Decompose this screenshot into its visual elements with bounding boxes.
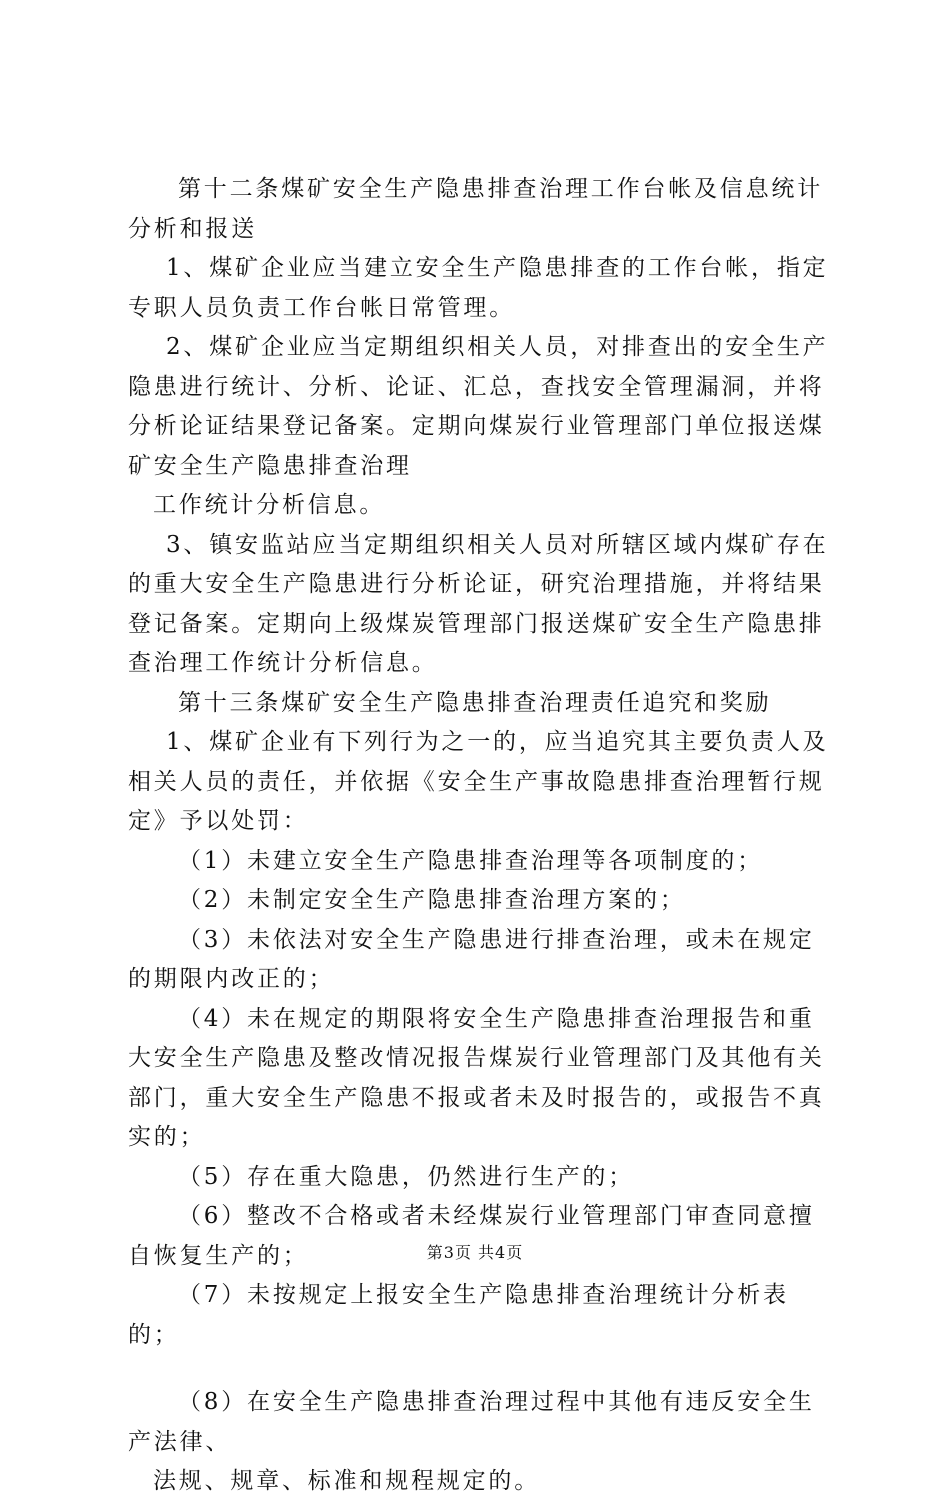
paragraph: 法规、规章、标准和规程规定的。 <box>153 1468 540 1494</box>
list-item: （2）未制定安全生产隐患排查治理方案的； <box>178 887 686 913</box>
article-13-heading: 第十三条煤矿安全生产隐患排查治理责任追究和奖励 <box>178 689 772 716</box>
list-item: （1）未建立安全生产隐患排查治理等各项制度的； <box>178 847 764 874</box>
blank-line <box>128 1355 830 1383</box>
list-item: （3）未依法对安全生产隐患进行排查治理，或未在规定的期限内改正的； <box>128 926 815 992</box>
list-item: （8）在安全生产隐患排查治理过程中其他有违反安全生产法律、 <box>128 1389 815 1455</box>
list-item: （4）未在规定的期限将安全生产隐患排查治理报告和重大安全生产隐患及整改情况报告煤炭行业管理部门及其他有关部门，重大安全生产隐患不报或者未及时报告的，或报告不真实的； <box>128 1005 825 1150</box>
document-body <box>128 170 830 1502</box>
list-item: （7）未按规定上报安全生产隐患排查治理统计分析表的； <box>128 1282 789 1348</box>
paragraph: 工作统计分析信息。 <box>153 492 386 518</box>
paragraph: 1、煤矿企业有下列行为之一的，应当追究其主要负责人及相关人员的责任，并依据《安全生产事故隐患排查治理暂行规定》予以处罚： <box>128 729 829 834</box>
paragraph: 2、煤矿企业应当定期组织相关人员，对排查出的安全生产隐患进行统计、分析、论证、汇总，查找安全管理漏洞，并将分析论证结果登记备案。定期向煤炭行业管理部门单位报送煤矿安全生产隐患排查治理 <box>128 334 829 479</box>
paragraph: 3、镇安监站应当定期组织相关人员对所辖区域内煤矿存在的重大安全生产隐患进行分析论证，研究治理措施，并将结果登记备案。定期向上级煤炭管理部门报送煤矿安全生产隐患排查治理工作统计分析信息。 <box>128 531 829 676</box>
list-item: （5）存在重大隐患，仍然进行生产的； <box>178 1163 635 1190</box>
page-number-footer: 第3页 共4页 <box>426 1243 524 1262</box>
paragraph: 1、煤矿企业应当建立安全生产隐患排查的工作台帐，指定专职人员负责工作台帐日常管理。 <box>128 255 829 321</box>
article-12-heading: 第十二条煤矿安全生产隐患排查治理工作台帐及信息统计分析和报送 <box>128 176 823 242</box>
list-item: （6）整改不合格或者未经煤炭行业管理部门审查同意擅自恢复生产的； <box>128 1203 815 1269</box>
